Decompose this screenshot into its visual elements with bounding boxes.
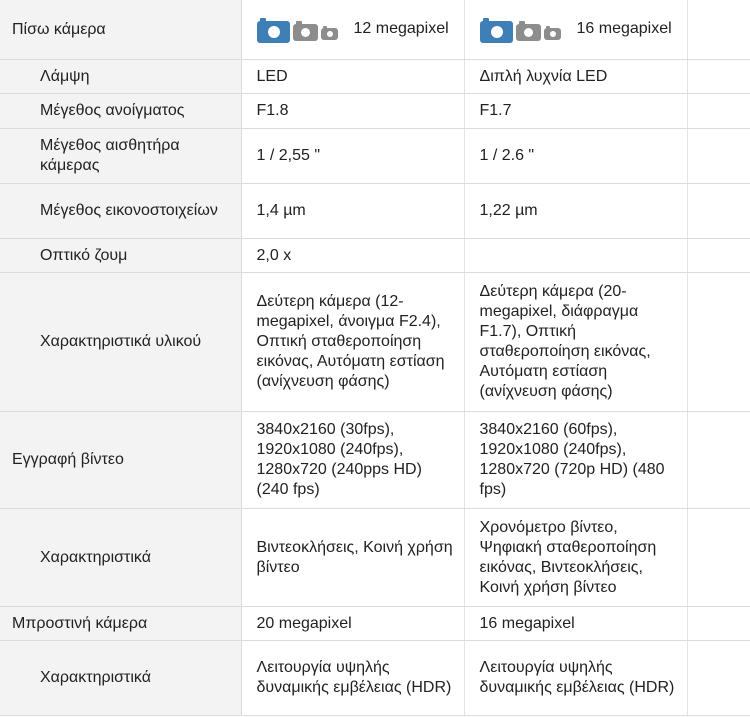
camera-icon	[293, 24, 318, 41]
empty-cell	[687, 239, 750, 273]
rear-camera-value-1	[241, 0, 464, 60]
cell-value: Δεύτερη κάμερα (20-megapixel, διάφραγμα F1.7), Οπτική σταθεροποίηση εικόνας, Αυτόματη εστίαση (ανίχνευση φάσης)	[464, 273, 687, 412]
cell-value: Λειτουργία υψηλής δυναμικής εμβέλειας (HDR)	[241, 641, 464, 716]
row-label-hardware-features: Χαρακτηριστικά υλικού	[0, 273, 241, 412]
cell-value: F1.7	[464, 94, 687, 129]
rear-camera-megapixel: 16 megapixel	[576, 19, 672, 37]
empty-cell	[687, 60, 750, 94]
table-row	[0, 184, 750, 239]
empty-cell	[687, 129, 750, 184]
table-row	[0, 509, 750, 607]
camera-icon	[321, 28, 338, 40]
cell-value: 3840x2160 (30fps), 1920x1080 (240fps), 1280x720 (240pps HD) (240 fps)	[241, 412, 464, 509]
table-row	[0, 239, 750, 273]
camera-icon	[516, 24, 541, 41]
table-row	[0, 0, 750, 60]
row-label-flash: Λάμψη	[0, 60, 241, 94]
camera-count-icons	[257, 21, 338, 43]
cell-value: 1 / 2,55 "	[241, 129, 464, 184]
empty-cell	[687, 273, 750, 412]
row-label-features: Χαρακτηριστικά	[0, 509, 241, 607]
row-label-pixel-size: Μέγεθος εικονοστοιχείων	[0, 184, 241, 239]
row-label-sensor-size: Μέγεθος αισθητήρα κάμερας	[0, 129, 241, 184]
empty-cell	[687, 641, 750, 716]
cell-value: 1 / 2.6 "	[464, 129, 687, 184]
cell-value: 2,0 x	[241, 239, 464, 273]
table-row	[0, 412, 750, 509]
cell-value: Βιντεοκλήσεις, Κοινή χρήση βίντεο	[241, 509, 464, 607]
table-row	[0, 129, 750, 184]
rear-camera-megapixel: 12 megapixel	[353, 19, 449, 37]
cell-value	[464, 239, 687, 273]
camera-count-icons	[480, 21, 561, 43]
camera-icon	[480, 21, 513, 43]
row-label-features: Χαρακτηριστικά	[0, 641, 241, 716]
empty-cell	[687, 509, 750, 607]
empty-cell	[687, 0, 750, 60]
cell-value: 3840x2160 (60fps), 1920x1080 (240fps), 1280x720 (720p HD) (480 fps)	[464, 412, 687, 509]
row-label-video-recording: Εγγραφή βίντεο	[0, 412, 241, 509]
empty-cell	[687, 94, 750, 129]
camera-icon	[544, 28, 561, 40]
table-row	[0, 641, 750, 716]
table-row	[0, 273, 750, 412]
cell-value: 16 megapixel	[464, 607, 687, 641]
row-label-rear-camera: Πίσω κάμερα	[0, 0, 241, 60]
cell-value: 1,4 µm	[241, 184, 464, 239]
row-label-front-camera: Μπροστινή κάμερα	[0, 607, 241, 641]
cell-value: 20 megapixel	[241, 607, 464, 641]
row-label-optical-zoom: Οπτικό ζουμ	[0, 239, 241, 273]
empty-cell	[687, 184, 750, 239]
camera-icon	[257, 21, 290, 43]
empty-cell	[687, 607, 750, 641]
table-row	[0, 607, 750, 641]
table-row	[0, 60, 750, 94]
cell-value: 1,22 µm	[464, 184, 687, 239]
cell-value: Διπλή λυχνία LED	[464, 60, 687, 94]
cell-value: Δεύτερη κάμερα (12-megapixel, άνοιγμα F2.4), Οπτική σταθεροποίηση εικόνας, Αυτόματη εστίαση (ανίχνευση φάσης)	[241, 273, 464, 412]
rear-camera-value-2	[464, 0, 687, 60]
cell-value: Χρονόμετρο βίντεο, Ψηφιακή σταθεροποίηση εικόνας, Βιντεοκλήσεις, Κοινή χρήση βίντεο	[464, 509, 687, 607]
cell-value: F1.8	[241, 94, 464, 129]
empty-cell	[687, 412, 750, 509]
table-row	[0, 94, 750, 129]
row-label-aperture: Μέγεθος ανοίγματος	[0, 94, 241, 129]
cell-value: Λειτουργία υψηλής δυναμικής εμβέλειας (HDR)	[464, 641, 687, 716]
cell-value: LED	[241, 60, 464, 94]
